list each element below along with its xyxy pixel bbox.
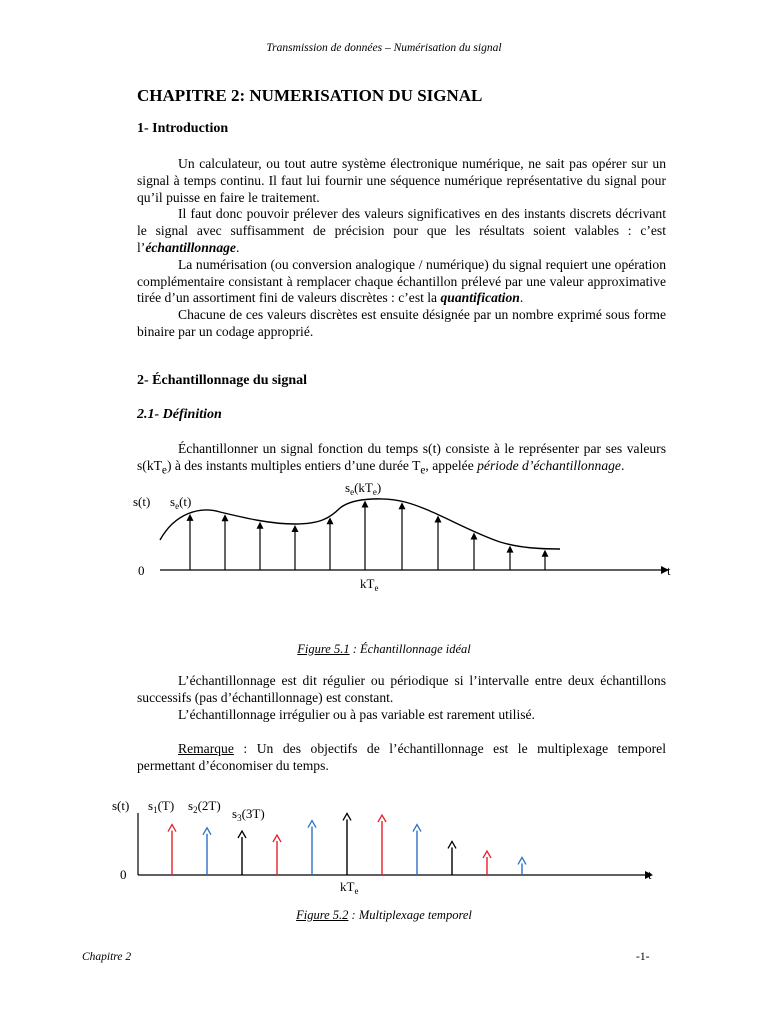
definition-paragraph: Échantillonner un signal fonction du temps s(t) consiste à le représenter par ses valeurs $s(kT_e)$ à des instants multiples entiers d’une durée $T_e$, appelée période d’échantillonnage. (137, 441, 666, 477)
sample-s2-arrowhead (413, 825, 421, 832)
label-origin: 0 (138, 563, 145, 578)
label-kte: $kT_e$ (360, 576, 379, 593)
sample-s2-arrowhead (308, 821, 316, 828)
label-s-of-t: s(t) (112, 798, 130, 813)
chapter-title: CHAPITRE 2: NUMERISATION DU SIGNAL (137, 86, 483, 105)
sample-s3-arrowhead (448, 841, 456, 848)
intro-paragraph-3: La numérisation (ou conversion analogique / numérique) du signal requiert une opération complémentaire consistant à remplacer chaque échantillon prélevé par une valeur approximative tirée d’un assortiment fini de valeurs discrètes : c’est la quantification. (137, 256, 666, 306)
label-t-axis: t (648, 867, 652, 882)
sample-arrowhead (542, 550, 549, 557)
figure-ideal-sampling (120, 478, 680, 598)
sample-arrowhead (399, 502, 406, 509)
sample-s1-arrowhead (168, 825, 176, 832)
sample-s2-arrowhead (203, 828, 211, 835)
sample-s2-arrowhead (518, 857, 526, 864)
sample-arrowhead (362, 501, 369, 508)
sample-group (187, 501, 549, 570)
term-quantification: quantification (440, 290, 520, 306)
multiplexed-samples (168, 813, 526, 875)
label-kte: $kT_e$ (340, 879, 359, 896)
page-header: Transmission de données – Numérisation du signal (266, 42, 502, 54)
introduction-text (137, 156, 666, 341)
figure-time-multiplexing (110, 795, 670, 900)
label-s1: $s_1(T)$ (148, 798, 175, 815)
signal-curve (160, 499, 560, 549)
sample-arrowhead (435, 516, 442, 523)
sample-arrowhead (222, 514, 229, 521)
sample-arrowhead (187, 514, 194, 521)
sample-s3-arrowhead (343, 813, 351, 820)
term-periode: période d’échantillonnage (477, 457, 621, 473)
remark-paragraph: Remarque : Un des objectifs de l’échantillonnage est le multiplexage temporel permettant d’économiser du temps. (137, 741, 666, 773)
section-heading-echantillonnage: 2- Échantillonnage du signal (137, 373, 307, 388)
figure-2-caption: Figure 5.2 : Multiplexage temporel (296, 908, 472, 922)
label-s3: $s_3(3T)$ (232, 806, 265, 823)
label-se-t: $s_e(t)$ (170, 494, 192, 511)
remark-label: Remarque (178, 741, 234, 756)
term-echantillonnage: échantillonnage (145, 239, 236, 255)
sample-s1-arrowhead (483, 851, 491, 858)
intro-paragraph-4: Chacune de ces valeurs discrètes est ensuite désignée par un nombre exprimé sous forme binaire par un codage approprié. (137, 307, 666, 339)
subsection-heading-definition: 2.1- Définition (137, 407, 222, 422)
sampling-paragraph-2: L’échantillonnage irrégulier ou à pas variable est rarement utilisé. (178, 706, 535, 722)
intro-paragraph-2: Il faut donc pouvoir prélever des valeurs significatives en des instants discrets décrivant le signal avec suffisamment de précision pour que les résultats soient valables : c’est l’échantillonnage. (137, 206, 666, 255)
sampling-text (137, 673, 666, 723)
footer-chapter: Chapitre 2 (82, 951, 132, 963)
section-heading-introduction: 1- Introduction (137, 121, 229, 136)
definition-text (137, 441, 666, 479)
label-s2: $s_2(2T)$ (188, 798, 221, 815)
sample-s3-arrowhead (238, 831, 246, 838)
sample-s1-arrowhead (378, 815, 386, 822)
sampling-paragraph-1: L’échantillonnage est dit régulier ou périodique si l’intervalle entre deux échantillons successifs (pas d’échantillonnage) est constant. (137, 673, 666, 705)
sample-s1-arrowhead (273, 835, 281, 842)
sample-arrowhead (292, 525, 299, 532)
remark-text (137, 741, 666, 775)
label-se-kte: $s_e(kT_e)$ (345, 480, 382, 497)
footer-page-number: -1- (636, 951, 650, 963)
label-t-axis: t (667, 563, 671, 578)
label-origin: 0 (120, 867, 127, 882)
sample-arrowhead (471, 533, 478, 540)
label-s-of-t: s(t) (133, 494, 151, 509)
sample-arrowhead (257, 522, 264, 529)
figure-1-caption: Figure 5.1 : Échantillonnage idéal (297, 642, 471, 656)
sample-arrowhead (507, 546, 514, 553)
intro-paragraph-1: Un calculateur, ou tout autre système électronique numérique, ne sait pas opérer sur un signal à temps continu. Il faut lui fournir une séquence numérique représentative du signal pour qu’il puisse en faire le traitement. (137, 156, 666, 205)
